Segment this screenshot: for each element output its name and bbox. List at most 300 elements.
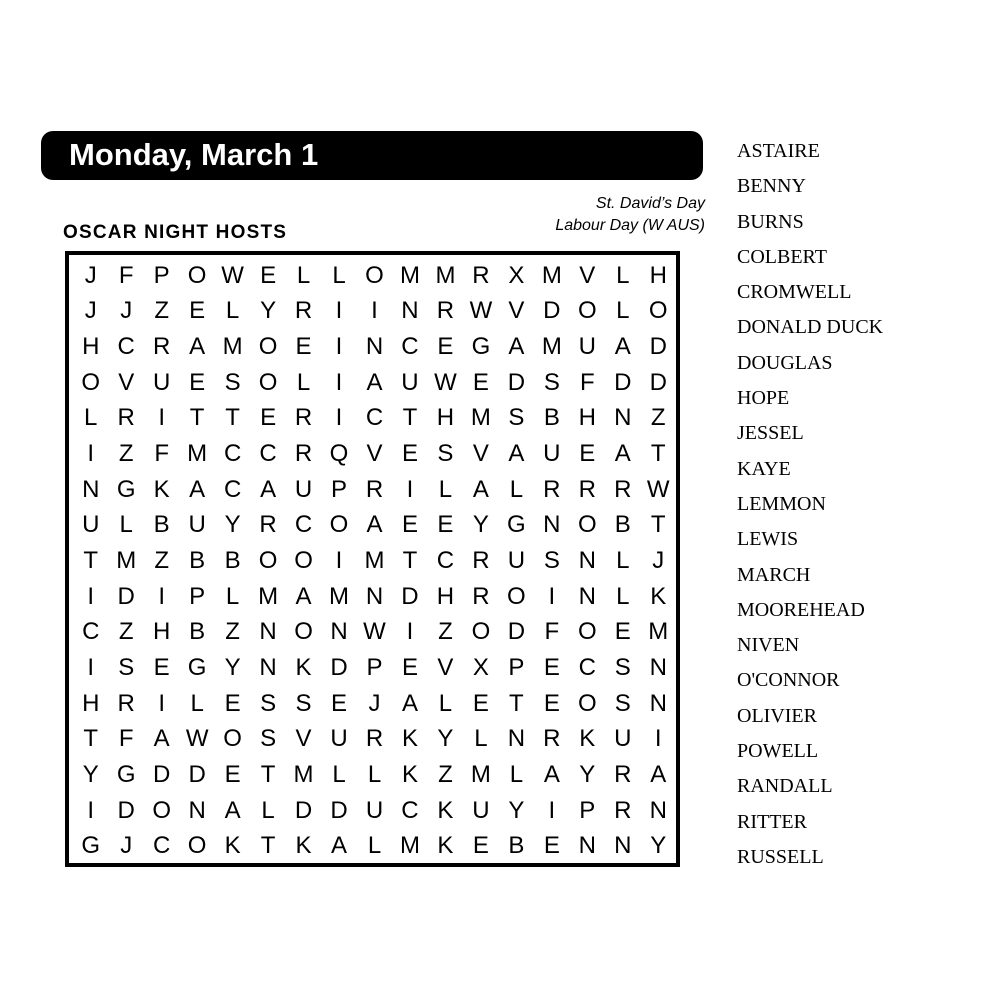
grid-letter[interactable]: E (260, 404, 277, 432)
grid-letter[interactable]: A (508, 333, 525, 361)
grid-letter[interactable]: R (259, 511, 277, 539)
grid-letter[interactable]: M (648, 618, 669, 646)
grid-letter[interactable]: V (437, 653, 454, 681)
grid-letter[interactable]: T (402, 404, 418, 432)
grid-letter[interactable]: D (117, 582, 135, 610)
grid-letter[interactable]: D (507, 618, 526, 646)
grid-letter[interactable]: F (544, 618, 560, 646)
grid-letter[interactable]: K (437, 832, 454, 860)
grid-letter[interactable]: D (117, 796, 135, 824)
grid-letter[interactable]: Z (438, 760, 453, 788)
grid-letter[interactable]: O (294, 618, 313, 646)
grid-letter[interactable]: R (472, 546, 490, 574)
grid-letter[interactable]: N (507, 725, 526, 753)
grid-letter[interactable]: I (335, 333, 343, 361)
grid-letter[interactable]: D (330, 796, 348, 824)
grid-letter[interactable]: L (509, 760, 524, 788)
grid-letter[interactable]: N (649, 653, 667, 681)
grid-letter[interactable]: W (434, 368, 457, 396)
grid-letter[interactable]: E (472, 689, 489, 717)
grid-letter[interactable]: L (296, 261, 311, 289)
grid-letter[interactable]: S (260, 689, 277, 717)
grid-letter[interactable]: D (543, 297, 561, 325)
date-banner (41, 131, 703, 180)
grid-letter[interactable]: J (368, 689, 381, 717)
grid-letter[interactable]: M (399, 261, 420, 289)
grid-letter[interactable]: C (294, 511, 313, 539)
grid-letter[interactable]: A (614, 333, 631, 361)
grid-letter[interactable]: R (614, 796, 632, 824)
grid-letter[interactable]: N (649, 796, 667, 824)
grid-letter[interactable]: M (470, 404, 491, 432)
grid-letter[interactable]: S (437, 440, 454, 468)
grid-letter[interactable]: I (158, 404, 165, 432)
grid-letter[interactable]: K (295, 832, 312, 860)
grid-letter[interactable]: E (614, 618, 631, 646)
grid-letter[interactable]: S (295, 689, 312, 717)
grid-letter[interactable]: A (401, 689, 418, 717)
grid-letter[interactable]: B (153, 511, 170, 539)
grid-letter[interactable]: N (259, 618, 277, 646)
grid-letter[interactable]: N (365, 333, 384, 361)
grid-letter[interactable]: K (295, 653, 312, 681)
grid-letter[interactable]: M (470, 760, 491, 788)
grid-letter[interactable]: L (119, 511, 133, 539)
grid-letter[interactable]: V (295, 725, 312, 753)
grid-letter[interactable]: T (189, 404, 205, 432)
grid-letter[interactable]: R (578, 475, 596, 503)
grid-letter[interactable]: C (401, 333, 419, 361)
grid-letter[interactable]: A (189, 333, 206, 361)
grid-letter[interactable]: F (118, 261, 134, 289)
grid-letter[interactable]: E (401, 653, 418, 681)
grid-letter[interactable]: C (365, 404, 384, 432)
grid-letter[interactable]: N (330, 618, 348, 646)
grid-letter[interactable]: E (224, 760, 241, 788)
grid-letter[interactable]: R (117, 404, 135, 432)
grid-letter[interactable]: I (406, 618, 414, 646)
word-list-item: LEWIS (737, 528, 799, 551)
grid-letter[interactable]: R (472, 582, 490, 610)
grid-letter[interactable]: L (474, 725, 488, 753)
grid-letter[interactable]: R (294, 440, 313, 468)
grid-letter[interactable]: U (578, 333, 596, 361)
grid-letter[interactable]: H (436, 582, 455, 610)
grid-letter[interactable]: C (401, 796, 419, 824)
grid-letter[interactable]: W (646, 475, 670, 503)
grid-letter[interactable]: T (402, 546, 418, 574)
grid-letter[interactable]: N (543, 511, 561, 539)
grid-letter[interactable]: L (616, 261, 630, 289)
grid-letter[interactable]: V (472, 440, 489, 468)
grid-letter[interactable]: E (153, 653, 170, 681)
grid-letter[interactable]: O (258, 546, 278, 574)
grid-letter[interactable]: X (472, 653, 489, 681)
grid-letter[interactable]: N (578, 546, 596, 574)
grid-letter[interactable]: C (82, 618, 100, 646)
grid-letter[interactable]: D (153, 760, 171, 788)
grid-letter[interactable]: Z (118, 618, 134, 646)
grid-letter[interactable]: L (84, 404, 98, 432)
grid-letter[interactable]: E (543, 689, 560, 717)
grid-letter[interactable]: E (224, 689, 241, 717)
grid-letter[interactable]: A (650, 760, 667, 788)
grid-letter[interactable]: M (329, 582, 350, 610)
grid-letter[interactable]: O (329, 511, 349, 539)
grid-letter[interactable]: K (153, 475, 170, 503)
grid-letter[interactable]: L (190, 689, 204, 717)
date-title: Monday, March 1 (69, 137, 319, 172)
grid-letter[interactable]: K (579, 725, 596, 753)
grid-letter[interactable]: S (614, 689, 631, 717)
grid-letter[interactable]: Y (472, 511, 489, 539)
grid-letter[interactable]: A (614, 440, 631, 468)
grid-letter[interactable]: I (87, 440, 95, 468)
grid-letter[interactable]: E (543, 653, 560, 681)
grid-letter[interactable]: N (401, 297, 419, 325)
grid-letter[interactable]: O (81, 368, 101, 396)
grid-letter[interactable]: S (260, 725, 277, 753)
grid-letter[interactable]: J (120, 297, 133, 325)
grid-letter[interactable]: P (189, 582, 206, 610)
grid-letter[interactable]: Y (437, 725, 454, 753)
grid-letter[interactable]: U (188, 511, 206, 539)
grid-letter[interactable]: N (578, 832, 596, 860)
grid-letter[interactable]: U (294, 475, 313, 503)
grid-letter[interactable]: Z (118, 440, 134, 468)
grid-letter[interactable]: G (81, 832, 101, 860)
grid-letter[interactable]: K (650, 582, 667, 610)
grid-letter[interactable]: L (332, 760, 346, 788)
grid-letter[interactable]: I (371, 297, 378, 325)
grid-letter[interactable]: X (508, 261, 525, 289)
grid-letter[interactable]: E (189, 368, 206, 396)
grid-letter[interactable]: M (541, 261, 562, 289)
grid-letter[interactable]: J (84, 261, 97, 289)
grid-letter[interactable]: I (158, 582, 165, 610)
grid-letter[interactable]: A (366, 368, 383, 396)
grid-letter[interactable]: U (82, 511, 100, 539)
grid-letter[interactable]: M (541, 333, 562, 361)
grid-letter[interactable]: I (335, 404, 343, 432)
grid-letter[interactable]: U (507, 546, 526, 574)
grid-letter[interactable]: C (223, 475, 242, 503)
grid-letter[interactable]: O (223, 725, 242, 753)
word-list-item: MARCH (737, 563, 811, 586)
grid-letter[interactable]: L (509, 475, 524, 503)
grid-letter[interactable]: U (614, 725, 632, 753)
grid-letter[interactable]: N (614, 404, 632, 432)
grid-letter[interactable]: Z (438, 618, 453, 646)
grid-letter[interactable]: R (153, 333, 171, 361)
grid-letter[interactable]: L (616, 297, 630, 325)
grid-letter[interactable]: L (225, 582, 240, 610)
grid-letter[interactable]: E (295, 333, 312, 361)
grid-letter[interactable]: B (189, 618, 206, 646)
grid-letter[interactable]: N (259, 653, 277, 681)
grid-letter[interactable]: C (117, 333, 135, 361)
grid-letter[interactable]: M (364, 546, 385, 574)
grid-letter[interactable]: U (401, 368, 419, 396)
grid-letter[interactable]: Q (329, 440, 349, 468)
grid-letter[interactable]: K (224, 832, 241, 860)
grid-letter[interactable]: D (649, 333, 667, 361)
grid-letter[interactable]: V (366, 440, 383, 468)
grid-letter[interactable]: G (116, 475, 136, 503)
grid-letter[interactable]: A (331, 832, 348, 860)
grid-letter[interactable]: P (153, 261, 170, 289)
grid-letter[interactable]: I (335, 546, 343, 574)
grid-letter[interactable]: C (259, 440, 277, 468)
grid-letter[interactable]: I (654, 725, 662, 753)
grid-letter[interactable]: O (258, 333, 278, 361)
grid-letter[interactable]: U (365, 796, 384, 824)
grid-letter[interactable]: L (296, 368, 311, 396)
grid-letter[interactable]: E (189, 297, 206, 325)
grid-letter[interactable]: L (616, 546, 630, 574)
grid-letter[interactable]: N (365, 582, 384, 610)
grid-letter[interactable]: E (437, 333, 454, 361)
grid-letter[interactable]: M (116, 546, 137, 574)
grid-letter[interactable]: K (401, 760, 418, 788)
grid-letter[interactable]: F (154, 440, 169, 468)
grid-letter[interactable]: C (436, 546, 455, 574)
grid-letter[interactable]: R (614, 475, 632, 503)
grid-letter[interactable]: A (543, 760, 560, 788)
grid-letter[interactable]: Y (224, 653, 241, 681)
grid-letter[interactable]: H (153, 618, 171, 646)
grid-letter[interactable]: D (188, 760, 206, 788)
grid-letter[interactable]: E (472, 832, 489, 860)
grid-letter[interactable]: T (83, 546, 99, 574)
grid-letter[interactable]: P (579, 796, 596, 824)
grid-letter[interactable]: W (363, 618, 386, 646)
word-list-item: NIVEN (737, 634, 800, 657)
grid-letter[interactable]: O (471, 618, 491, 646)
grid-letter[interactable]: P (366, 653, 383, 681)
word-list-item: HOPE (737, 387, 790, 410)
grid-letter[interactable]: D (649, 368, 667, 396)
grid-letter[interactable]: W (185, 725, 209, 753)
grid-letter[interactable]: D (614, 368, 632, 396)
grid-letter[interactable]: J (120, 832, 133, 860)
grid-letter[interactable]: G (187, 653, 207, 681)
grid-letter[interactable]: I (548, 796, 556, 824)
grid-letter[interactable]: A (366, 511, 383, 539)
grid-letter[interactable]: S (224, 368, 241, 396)
grid-letter[interactable]: H (436, 404, 455, 432)
grid-letter[interactable]: N (649, 689, 667, 717)
grid-letter[interactable]: L (367, 832, 382, 860)
grid-letter[interactable]: T (260, 832, 276, 860)
grid-letter[interactable]: Y (650, 832, 667, 860)
grid-letter[interactable]: I (335, 368, 343, 396)
grid-letter[interactable]: M (258, 582, 279, 610)
grid-letter[interactable]: A (295, 582, 312, 610)
grid-letter[interactable]: C (153, 832, 171, 860)
grid-letter[interactable]: R (543, 475, 561, 503)
grid-letter[interactable]: I (87, 653, 95, 681)
grid-letter[interactable]: A (472, 475, 489, 503)
grid-letter[interactable]: U (330, 725, 348, 753)
grid-letter[interactable]: Z (225, 618, 240, 646)
grid-letter[interactable]: R (294, 297, 313, 325)
grid-letter[interactable]: R (365, 475, 384, 503)
grid-letter[interactable]: A (153, 725, 170, 753)
grid-letter[interactable]: Y (224, 511, 241, 539)
grid-letter[interactable]: T (650, 440, 666, 468)
grid-letter[interactable]: V (508, 297, 525, 325)
grid-letter[interactable]: E (543, 832, 560, 860)
grid-letter[interactable]: M (435, 261, 456, 289)
grid-letter[interactable]: O (577, 297, 597, 325)
grid-letter[interactable]: G (116, 760, 136, 788)
grid-letter[interactable]: B (508, 832, 525, 860)
grid-letter[interactable]: O (648, 297, 668, 325)
grid-letter[interactable]: Z (650, 404, 666, 432)
grid-letter[interactable]: O (294, 546, 313, 574)
grid-letter[interactable]: O (258, 368, 278, 396)
grid-letter[interactable]: T (83, 725, 99, 753)
grid-letter[interactable]: E (260, 261, 277, 289)
grid-letter[interactable]: N (82, 475, 100, 503)
grid-letter[interactable]: K (437, 796, 454, 824)
grid-letter[interactable]: O (577, 618, 597, 646)
grid-letter[interactable]: R (294, 404, 313, 432)
grid-letter[interactable]: O (187, 261, 207, 289)
grid-letter[interactable]: U (543, 440, 561, 468)
grid-letter[interactable]: N (578, 582, 596, 610)
grid-letter[interactable]: D (401, 582, 419, 610)
grid-letter[interactable]: L (438, 689, 453, 717)
grid-letter[interactable]: Y (579, 760, 596, 788)
grid-letter[interactable]: W (469, 297, 493, 325)
grid-letter[interactable]: K (401, 725, 418, 753)
grid-letter[interactable]: O (577, 511, 597, 539)
grid-letter[interactable]: O (365, 261, 384, 289)
grid-letter[interactable]: Y (260, 297, 277, 325)
grid-letter[interactable]: R (117, 689, 135, 717)
grid-letter[interactable]: P (508, 653, 525, 681)
word-list-item: ASTAIRE (737, 140, 820, 162)
grid-letter[interactable]: D (330, 653, 348, 681)
grid-letter[interactable]: I (87, 796, 95, 824)
grid-letter[interactable]: T (509, 689, 524, 717)
grid-letter[interactable]: A (508, 440, 525, 468)
grid-letter[interactable]: E (437, 511, 454, 539)
grid-letter[interactable]: J (84, 297, 97, 325)
grid-letter[interactable]: N (614, 832, 632, 860)
grid-letter[interactable]: S (118, 653, 135, 681)
grid-letter[interactable]: J (652, 546, 665, 574)
grid-letter[interactable]: H (649, 261, 667, 289)
grid-letter[interactable]: C (223, 440, 242, 468)
grid-letter[interactable]: H (578, 404, 596, 432)
grid-letter[interactable]: O (152, 796, 171, 824)
grid-letter[interactable]: I (406, 475, 414, 503)
grid-letter[interactable]: E (472, 368, 489, 396)
grid-letter[interactable]: I (158, 689, 165, 717)
grid-letter[interactable]: M (222, 333, 243, 361)
grid-letter[interactable]: O (187, 832, 207, 860)
grid-letter[interactable]: F (579, 368, 595, 396)
grid-letter[interactable]: C (578, 653, 596, 681)
grid-letter[interactable]: L (367, 760, 382, 788)
grid-letter[interactable]: R (543, 725, 561, 753)
grid-letter[interactable]: I (87, 582, 95, 610)
grid-letter[interactable]: B (189, 546, 206, 574)
grid-letter[interactable]: U (472, 796, 490, 824)
grid-letter[interactable]: I (548, 582, 556, 610)
grid-letter[interactable]: D (507, 368, 526, 396)
grid-letter[interactable]: D (294, 796, 313, 824)
word-list-item: CROMWELL (737, 281, 852, 304)
grid-letter[interactable]: G (471, 333, 491, 361)
letter-grid (73, 258, 676, 864)
grid-letter[interactable]: E (401, 511, 418, 539)
grid-letter[interactable]: R (614, 760, 632, 788)
grid-letter[interactable]: L (616, 582, 630, 610)
word-search-grid (65, 251, 680, 867)
grid-letter[interactable]: Y (508, 796, 525, 824)
grid-letter[interactable]: L (225, 297, 240, 325)
grid-letter[interactable]: G (507, 511, 526, 539)
grid-letter[interactable]: N (188, 796, 206, 824)
grid-letter[interactable]: V (118, 368, 135, 396)
grid-letter[interactable]: L (332, 261, 346, 289)
grid-letter[interactable]: E (401, 440, 418, 468)
grid-letter[interactable]: S (614, 653, 631, 681)
grid-letter[interactable]: B (543, 404, 560, 432)
grid-letter[interactable]: M (187, 440, 208, 468)
grid-letter[interactable]: M (399, 832, 420, 860)
grid-letter[interactable]: O (507, 582, 526, 610)
grid-letter[interactable]: A (260, 475, 277, 503)
grid-letter[interactable]: R (472, 261, 490, 289)
grid-letter[interactable]: Y (82, 760, 99, 788)
grid-letter[interactable]: A (189, 475, 206, 503)
grid-letter[interactable]: O (577, 689, 597, 717)
grid-letter[interactable]: T (650, 511, 666, 539)
grid-letter[interactable]: B (224, 546, 241, 574)
grid-letter[interactable]: H (82, 689, 100, 717)
grid-letter[interactable]: F (118, 725, 134, 753)
grid-letter[interactable]: I (335, 297, 343, 325)
word-list-item: BENNY (737, 175, 806, 198)
grid-letter[interactable]: R (365, 725, 384, 753)
grid-letter[interactable]: B (614, 511, 631, 539)
grid-letter[interactable]: M (293, 760, 314, 788)
grid-letter[interactable]: E (331, 689, 348, 717)
grid-letter[interactable]: H (82, 333, 100, 361)
grid-letter[interactable]: U (153, 368, 171, 396)
grid-letter[interactable]: T (225, 404, 240, 432)
grid-letter[interactable]: Z (154, 546, 169, 574)
grid-letter[interactable]: S (543, 368, 560, 396)
grid-letter[interactable]: E (579, 440, 596, 468)
grid-letter[interactable]: R (436, 297, 455, 325)
grid-letter[interactable]: S (543, 546, 560, 574)
grid-letter[interactable]: P (331, 475, 348, 503)
grid-letter[interactable]: Z (154, 297, 169, 325)
grid-letter[interactable]: W (221, 261, 244, 289)
grid-letter[interactable]: L (438, 475, 453, 503)
grid-letter[interactable]: S (508, 404, 525, 432)
grid-letter[interactable]: A (224, 796, 241, 824)
grid-letter[interactable]: L (261, 796, 275, 824)
grid-letter[interactable]: T (260, 760, 276, 788)
grid-letter[interactable]: V (579, 261, 596, 289)
